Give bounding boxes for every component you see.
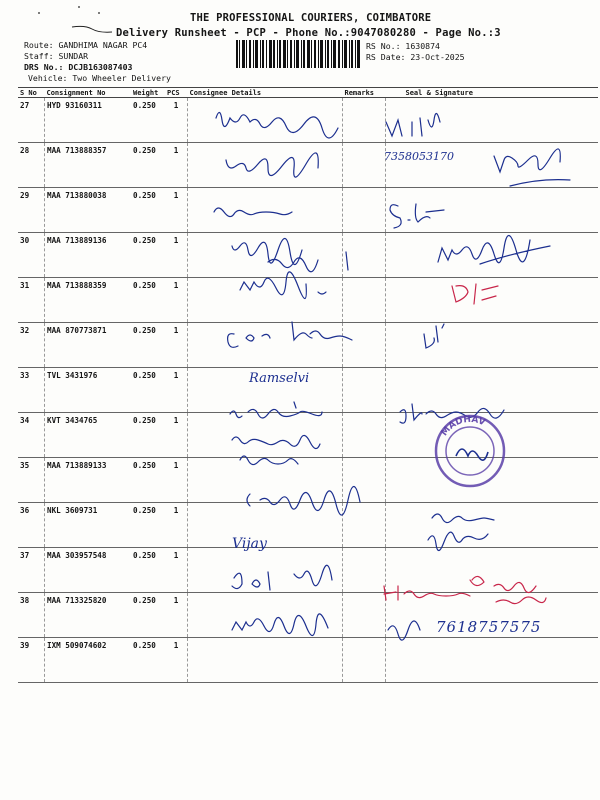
row-pcs: 1	[165, 188, 188, 233]
row-pcs: 1	[165, 323, 188, 368]
staff-label: Staff: SUNDAR	[24, 51, 89, 61]
signature-scribble-red	[452, 284, 498, 304]
signature-scribble	[232, 565, 332, 590]
signature-scribble-red	[384, 576, 484, 600]
row-weight: 0.250	[131, 368, 165, 413]
row-sno: 39	[18, 638, 45, 683]
row-consignment: HYD 93160311	[45, 98, 132, 143]
row-weight: 0.250	[131, 638, 165, 683]
signature-scribble	[438, 235, 550, 264]
row-weight: 0.250	[131, 188, 165, 233]
row-consignment: MAA 713880038	[45, 188, 132, 233]
row-consignment: MAA 713889133	[45, 458, 132, 503]
row-consignment: KVT 3434765	[45, 413, 132, 458]
row-sno: 31	[18, 278, 45, 323]
signature-scribble	[230, 402, 322, 418]
row-pcs: 1	[165, 278, 188, 323]
row-weight: 0.250	[131, 548, 165, 593]
col-weight: Weight	[131, 88, 165, 98]
row-consignment: MAA 303957548	[45, 548, 132, 593]
row-pcs: 1	[165, 638, 188, 683]
row-sno: 38	[18, 593, 45, 638]
row-consignment: MAA 713325820	[45, 593, 132, 638]
row-weight: 0.250	[131, 233, 165, 278]
row-sno: 29	[18, 188, 45, 233]
row-pcs: 1	[165, 593, 188, 638]
row-pcs: 1	[165, 413, 188, 458]
col-remarks: Remarks	[343, 88, 386, 98]
route-label: Route: GANDHIMA NAGAR PC4	[24, 40, 148, 50]
svg-text:MADHAV	[440, 415, 487, 438]
consignee-name-33: Ramselvi	[249, 371, 310, 386]
row-pcs: 1	[165, 233, 188, 278]
row-weight: 0.250	[131, 278, 165, 323]
row-pcs: 1	[165, 503, 188, 548]
consignee-name-37: Vijay	[232, 536, 267, 552]
row-pcs: 1	[165, 458, 188, 503]
signature-scribble-red	[494, 582, 546, 603]
signature-scribble	[240, 272, 326, 299]
row-sno: 28	[18, 143, 45, 188]
signature-scribble	[494, 149, 570, 186]
row-sno: 34	[18, 413, 45, 458]
row-consignment: NKL 3609731	[45, 503, 132, 548]
signature-scribble	[216, 112, 338, 138]
signature-scribble	[232, 435, 320, 464]
row-sno: 30	[18, 233, 45, 278]
row-pcs: 1	[165, 143, 188, 188]
row-weight: 0.250	[131, 98, 165, 143]
signature-scribble	[424, 324, 444, 348]
row-pcs: 1	[165, 548, 188, 593]
col-signature: Seal & Signature	[386, 88, 598, 98]
row-sno: 33	[18, 368, 45, 413]
row-weight: 0.250	[131, 458, 165, 503]
row-weight: 0.250	[131, 323, 165, 368]
row-pcs: 1	[165, 98, 188, 143]
row-sno: 32	[18, 323, 45, 368]
row-consignment: MAA 713888359	[45, 278, 132, 323]
signature-phone-28: 7358053170	[384, 150, 454, 163]
row-consignment: MAA 713889136	[45, 233, 132, 278]
signature-scribble	[428, 514, 494, 551]
col-consignment: Consignment No	[45, 88, 132, 98]
signature-phone-39: 7618757575	[436, 618, 542, 636]
row-sno: 27	[18, 98, 45, 143]
runsheet-subtitle: Delivery Runsheet - PCP - Phone No.:9047080280 - Page No.:3	[116, 27, 501, 39]
rs-number: RS No.: 1630874	[366, 41, 440, 51]
row-sno: 36	[18, 503, 45, 548]
col-sno: S No	[18, 88, 45, 98]
col-pcs: PCS	[165, 88, 188, 98]
signature-scribble	[232, 238, 348, 271]
row-pcs: 1	[165, 368, 188, 413]
signature-scribble	[247, 486, 360, 515]
row-sno: 37	[18, 548, 45, 593]
row-sno: 35	[18, 458, 45, 503]
vehicle-label: Vehicle: Two Wheeler Delivery	[28, 73, 171, 83]
signature-scribble	[226, 153, 318, 177]
drs-number: DRS No.: DCJB163087403	[24, 62, 133, 72]
signature-scribble	[214, 208, 292, 217]
row-weight: 0.250	[131, 143, 165, 188]
seal-stamp	[432, 412, 508, 490]
signature-scribble	[228, 322, 352, 347]
row-consignment: MAA 870773871	[45, 323, 132, 368]
signature-scribble	[232, 614, 328, 636]
row-consignment: TVL 3431976	[45, 368, 132, 413]
row-weight: 0.250	[131, 503, 165, 548]
signature-scribble	[390, 204, 444, 228]
row-weight: 0.250	[131, 413, 165, 458]
signature-scribble	[388, 621, 420, 640]
row-weight: 0.250	[131, 593, 165, 638]
rs-date: RS Date: 23-Oct-2025	[366, 52, 465, 62]
col-consignee: Consignee Details	[188, 88, 343, 98]
row-consignment: MAA 713888357	[45, 143, 132, 188]
row-consignment: IXM 509074602	[45, 638, 132, 683]
signature-scribble	[386, 113, 440, 136]
company-title: THE PROFESSIONAL COURIERS, COIMBATORE	[190, 12, 432, 24]
stamp-text: MADHAV	[439, 414, 487, 439]
